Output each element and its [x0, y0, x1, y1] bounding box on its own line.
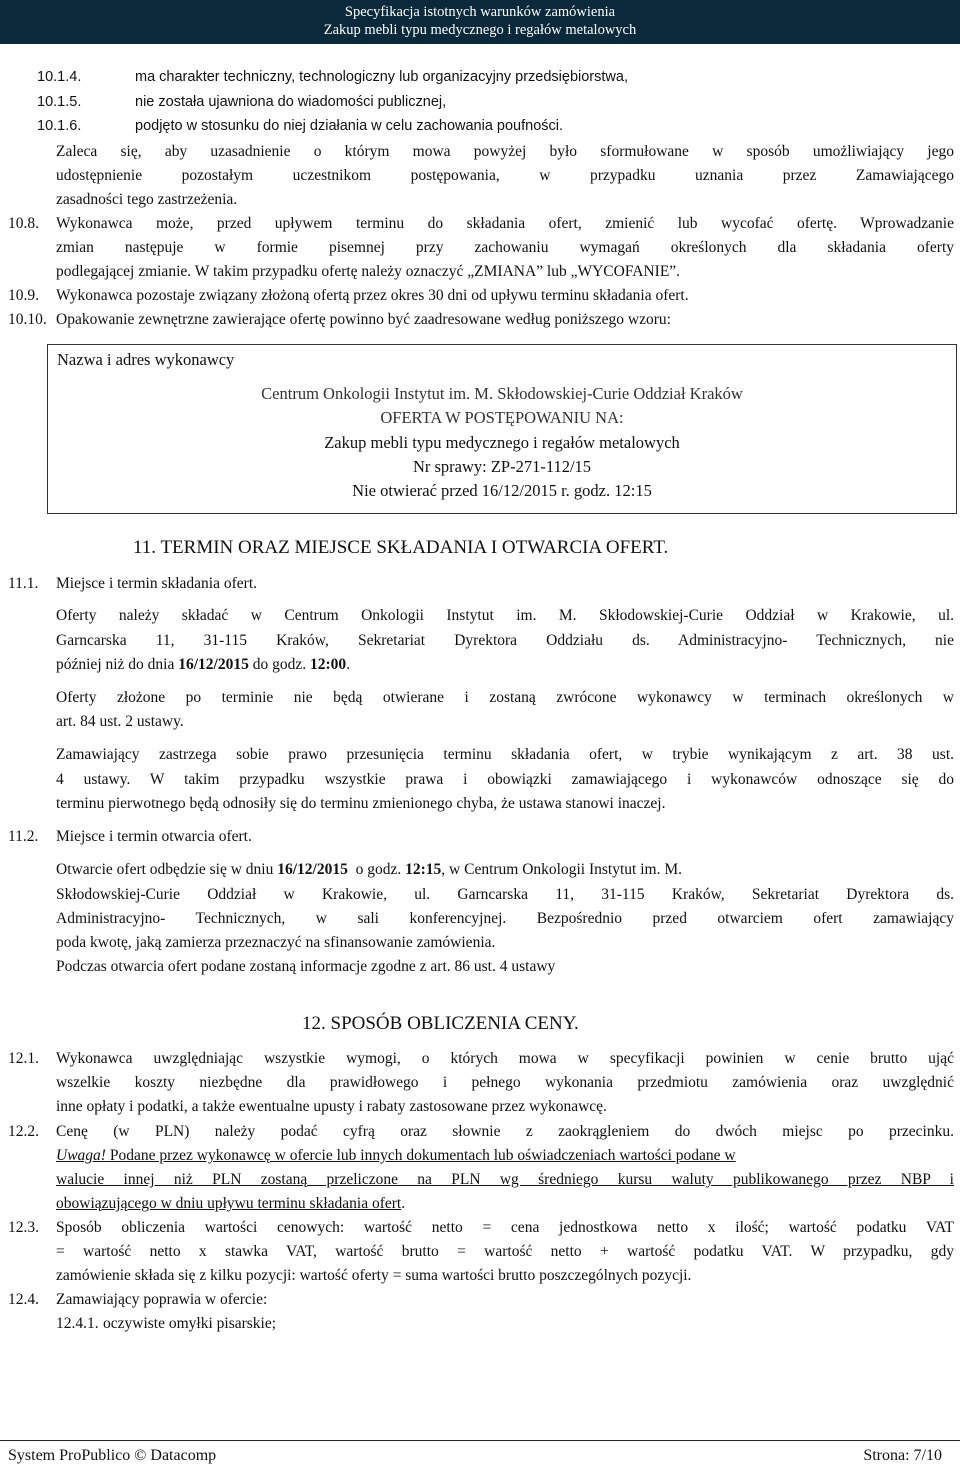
paragraph-line: Oferty należy składać w Centrum Onkologii Instytut im. M. Skłodowskiej-Curie Oddział w Krakowie, ul. — [56, 607, 954, 624]
section-heading: 11. TERMIN ORAZ MIEJSCE SKŁADANIA I OTWARCIA OFERT. — [133, 537, 669, 558]
paragraph-line: wszelkie koszty niezbędne dla prawidłowego i pełnego wykonania przedmiotu zamówienia oraz uwzględnić — [56, 1074, 954, 1091]
item-number: 10.10. — [8, 311, 47, 328]
paragraph-line: inne opłaty i podatki, a także ewentualne upusty i rabaty zastosowane przez wykonawcę. — [56, 1098, 607, 1115]
section-heading: 12. SPOSÓB OBLICZENIA CENY. — [302, 1013, 579, 1034]
paragraph-line: Garncarska 11, 31-115 Kraków, Sekretariat Dyrektora Oddziału ds. Administracyjno- Technicznych, nie — [56, 632, 954, 649]
item-title: Miejsce i termin otwarcia ofert. — [56, 828, 252, 845]
item-number: 12.4. — [8, 1291, 39, 1308]
paragraph-line: zasadności tego zastrzeżenia. — [56, 191, 238, 208]
paragraph-line: walucie innej niż PLN zostaną przeliczone na PLN wg średniego kursu waluty publikowanego przez NBP i — [56, 1171, 954, 1188]
paragraph-line: Wykonawca uwzględniając wszystkie wymogi, o których mowa w specyfikacji powinien w cenie brutto ująć — [56, 1050, 954, 1067]
paragraph-line: zmian następuje w formie pisemnej przy zachowaniu wymagań określonych dla składania oferty — [56, 239, 954, 256]
paragraph-line: 4 ustawy. W takim przypadku wszystkie prawa i obowiązki zamawiającego i wykonawców odnoszące się do — [56, 771, 954, 788]
footer-divider — [0, 1440, 960, 1441]
paragraph-line: terminu pierwotnego będą odnosiły się do terminu zmienionego chyba, że ustawa stanowi inaczej. — [56, 795, 666, 812]
item-number: 11.2. — [8, 828, 39, 845]
envelope-label: Nazwa i adres wykonawcy — [57, 350, 235, 369]
envelope-line: Nr sprawy: ZP-271-112/15 — [412, 457, 592, 476]
paragraph-line: Cenę (w PLN) należy podać cyfrą oraz słownie z zaokrągleniem do dwóch miejsc po przecinku. — [56, 1123, 954, 1140]
item-number: 12.2. — [8, 1123, 39, 1140]
item-number: 12.4.1. — [56, 1315, 99, 1332]
item-number: 10.1.4. — [37, 69, 82, 85]
paragraph-line: później niż do dnia 16/12/2015 do godz. 12:00. — [56, 656, 351, 673]
item-number: 10.9. — [8, 287, 39, 304]
paragraph-line: Zamawiający zastrzega sobie prawo przesunięcia terminu składania ofert, w trybie wynikającym z art. 38 ust. — [56, 746, 954, 763]
envelope-line: Centrum Onkologii Instytut im. M. Skłodowskiej-Curie Oddział Kraków — [261, 384, 743, 403]
paragraph-line: obowiązującego w dniu upływu terminu składania ofert. — [56, 1195, 406, 1212]
paragraph-line: Otwarcie ofert odbędzie się w dniu 16/12/2015 o godz. 12:15, w Centrum Onkologii Instytut im. M. — [56, 861, 682, 878]
paragraph-line: podlegającej zmianie. W takim przypadku ofertę należy oznaczyć „ZMIANA” lub „WYCOFANIE”. — [56, 263, 681, 280]
paragraph-line: Podczas otwarcia ofert podane zostaną informacje zgodne z art. 86 ust. 4 ustawy — [56, 958, 556, 975]
paragraph-line: Zaleca się, aby uzasadnienie o którym mowa powyżej było sformułowane w sposób umożliwiający jego — [56, 143, 954, 160]
envelope-line: Nie otwierać przed 16/12/2015 r. godz. 12:15 — [352, 481, 652, 500]
footer-system: System ProPublico © Datacomp — [8, 1447, 217, 1464]
paragraph-line: Zamawiający poprawia w ofercie: — [56, 1291, 268, 1308]
paragraph-line: zamówienie składa się z kilku pozycji: wartość oferty = suma wartości brutto poszczególnych pozycji. — [56, 1267, 692, 1284]
paragraph-line: art. 84 ust. 2 ustawy. — [56, 713, 184, 730]
item-number: 10.8. — [8, 215, 39, 232]
paragraph-line: Sposób obliczenia wartości cenowych: wartość netto = cena jednostkowa netto x ilość; wartość podatku VAT — [56, 1219, 954, 1236]
paragraph-line: Wykonawca pozostaje związany złożoną ofertą przez okres 30 dni od upływu terminu składania ofert. — [56, 287, 689, 304]
item-number: 11.1. — [8, 575, 39, 592]
paragraph-line: = wartość netto x stawka VAT, wartość brutto = wartość netto + wartość podatku VAT. W przypadku, gdy — [56, 1243, 954, 1260]
paragraph-line: Oferty złożone po terminie nie będą otwierane i zostaną zwrócone wykonawcy w terminach określonych w — [56, 689, 954, 706]
item-text: nie została ujawniona do wiadomości publicznej, — [135, 94, 447, 110]
header-subtitle: Zakup mebli typu medycznego i regałów metalowych — [323, 22, 637, 38]
item-number: 12.1. — [8, 1050, 39, 1067]
paragraph-line: Skłodowskiej-Curie Oddział w Krakowie, ul. Garncarska 11, 31-115 Kraków, Sekretariat Dyrektora ds. — [56, 886, 954, 903]
paragraph-line: Opakowanie zewnętrzne zawierające ofertę powinno być zaadresowane według poniższego wzoru: — [56, 311, 671, 328]
paragraph-line: Wykonawca może, przed upływem terminu do składania ofert, zmienić lub wycofać ofertę. Wprowadzanie — [56, 215, 954, 232]
item-title: Miejsce i termin składania ofert. — [56, 575, 258, 592]
paragraph-line: Administracyjno- Technicznych, w sali konferencyjnej. Bezpośrednio przed otwarciem ofert zamawiający — [56, 910, 954, 927]
footer-page-number: Strona: 7/10 — [863, 1447, 942, 1464]
item-text: podjęto w stosunku do niej działania w celu zachowania poufności. — [135, 118, 564, 134]
item-number: 12.3. — [8, 1219, 39, 1236]
page-header — [0, 0, 960, 44]
item-number: 10.1.5. — [37, 94, 82, 110]
paragraph-line: oczywiste omyłki pisarskie; — [103, 1315, 277, 1332]
paragraph-line: poda kwotę, jaką zamierza przeznaczyć na sfinansowanie zamówienia. — [56, 934, 496, 951]
paragraph-line: udostępnienie pozostałym uczestnikom postępowania, w przypadku uznania przez Zamawiającego — [56, 167, 954, 184]
envelope-line: Zakup mebli typu medycznego i regałów metalowych — [324, 433, 680, 452]
paragraph-line: Uwaga! Podane przez wykonawcę w ofercie lub innych dokumentach lub oświadczeniach wartości podane w — [56, 1147, 736, 1164]
item-number: 10.1.6. — [37, 118, 82, 134]
item-text: ma charakter techniczny, technologiczny lub organizacyjny przedsiębiorstwa, — [135, 69, 628, 85]
envelope-line: OFERTA W POSTĘPOWANIU NA: — [380, 408, 624, 427]
header-title: Specyfikacja istotnych warunków zamówienia — [344, 4, 616, 20]
